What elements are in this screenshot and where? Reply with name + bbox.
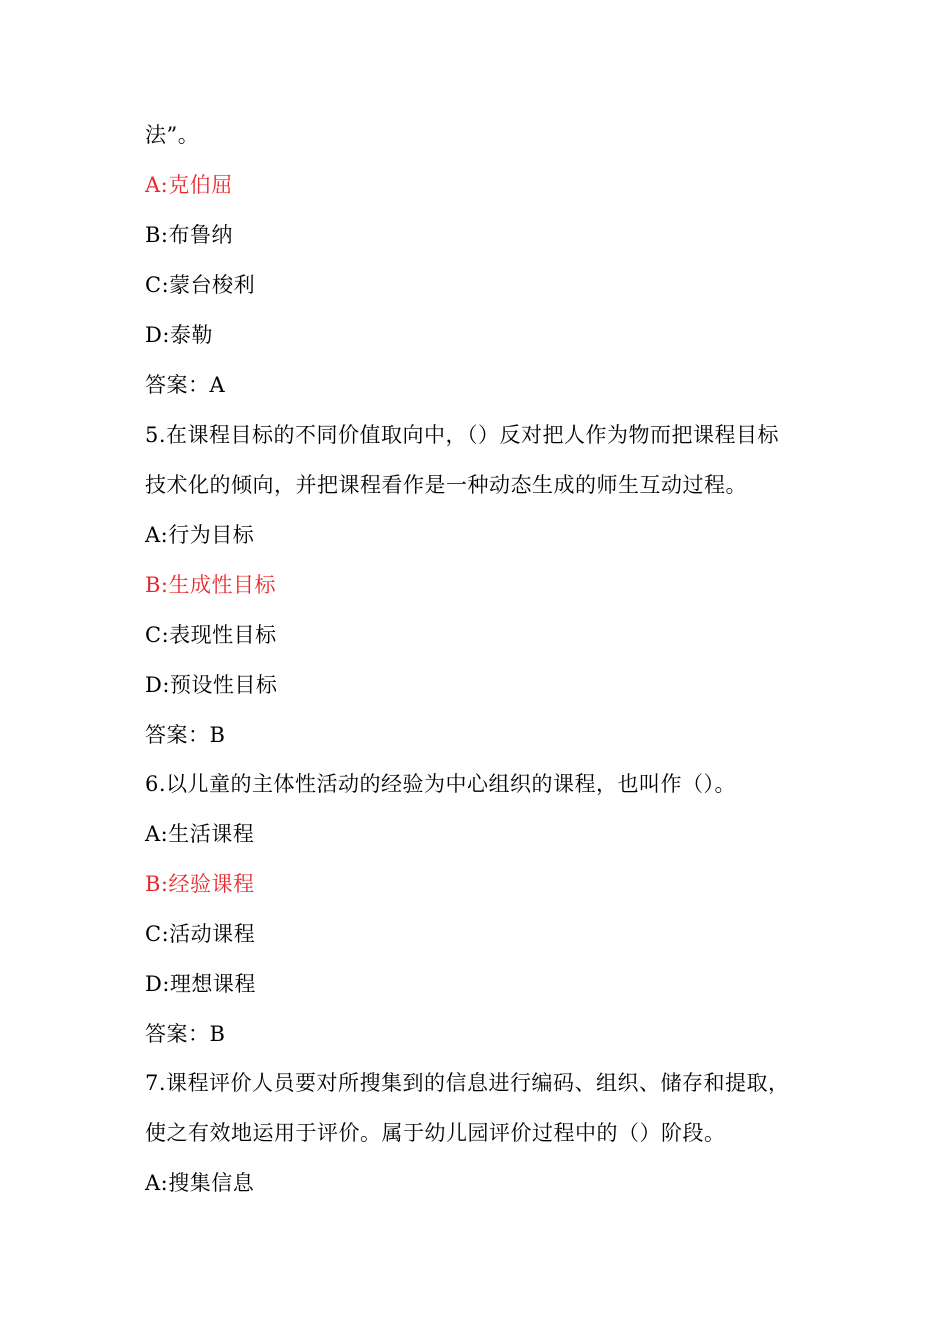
option-a: A:搜集信息 <box>145 1171 255 1195</box>
answer-line: 答案：B <box>145 723 226 747</box>
answer-line: 答案：A <box>145 373 226 397</box>
option-d: D:预设性目标 <box>145 673 278 697</box>
option-c: C:表现性目标 <box>145 623 277 647</box>
answer-line: 答案：B <box>145 1022 226 1046</box>
option-a-correct: A:克伯屈 <box>145 173 233 197</box>
option-c: C:蒙台梭利 <box>145 273 256 297</box>
question-7-line-2: 使之有效地运用于评价。属于幼儿园评价过程中的（）阶段。 <box>145 1121 726 1145</box>
option-b-correct: B:经验课程 <box>145 872 255 896</box>
option-b-correct: B:生成性目标 <box>145 573 277 597</box>
question-7-line-1: 7.课程评价人员要对所搜集到的信息进行编码、组织、储存和提取， <box>145 1071 790 1095</box>
option-b: B:布鲁纳 <box>145 223 234 247</box>
option-d: D:理想课程 <box>145 972 256 996</box>
question-text-line: 法”。 <box>145 123 200 147</box>
option-a: A:行为目标 <box>145 523 255 547</box>
option-c: C:活动课程 <box>145 922 256 946</box>
option-a: A:生活课程 <box>145 822 255 846</box>
option-d: D:泰勒 <box>145 323 213 347</box>
question-5-line-1: 5.在课程目标的不同价值取向中，（）反对把人作为物而把课程目标 <box>145 423 780 447</box>
question-6: 6.以儿童的主体性活动的经验为中心组织的课程，也叫作（）。 <box>145 772 737 796</box>
question-5-line-2: 技术化的倾向，并把课程看作是一种动态生成的师生互动过程。 <box>145 473 747 497</box>
